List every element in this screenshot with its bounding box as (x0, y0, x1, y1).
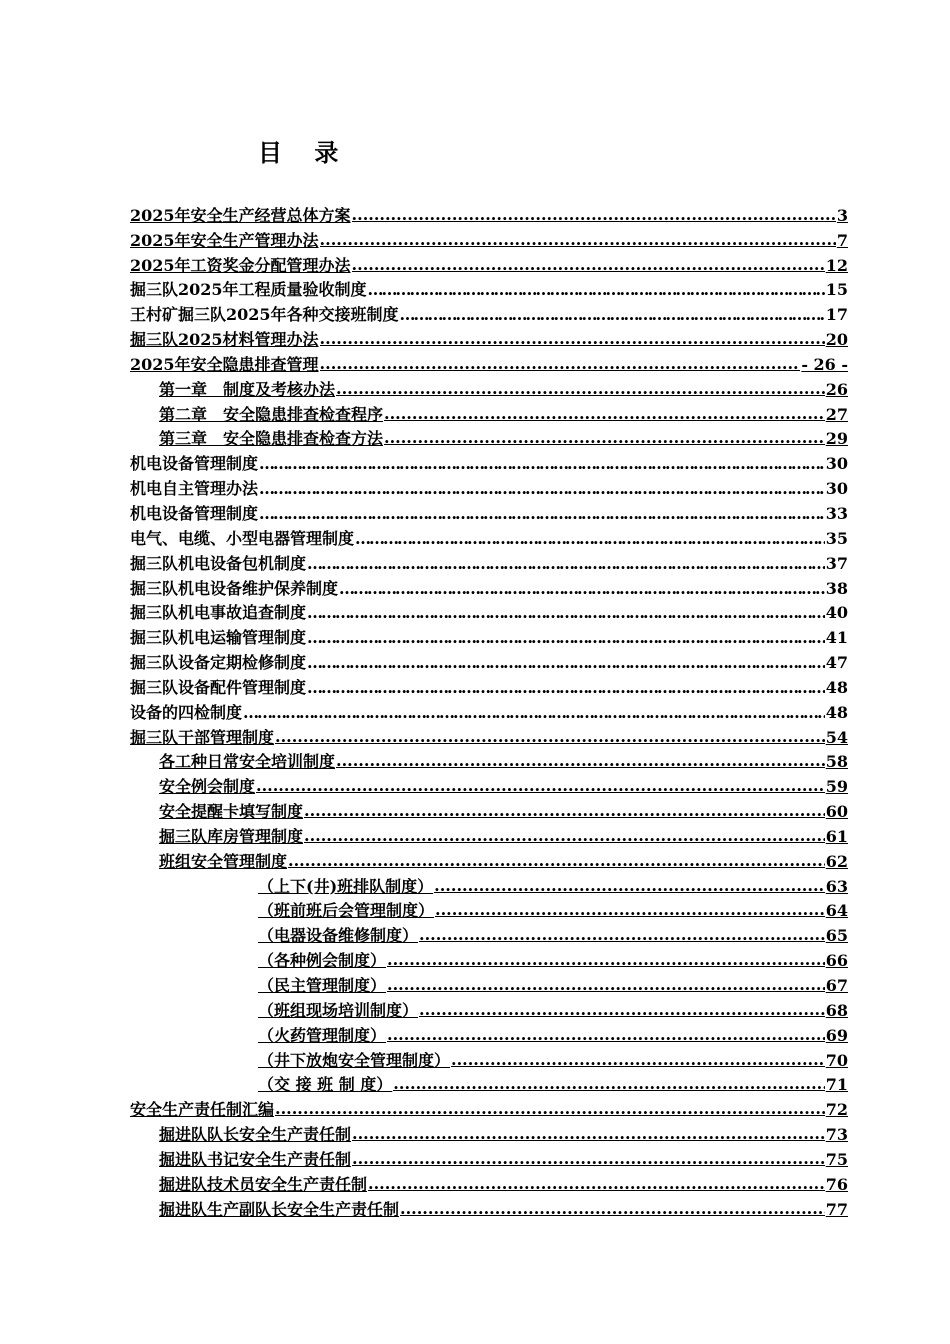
toc-leader-dots (368, 281, 825, 299)
toc-entry[interactable] (130, 250, 848, 275)
toc-leader-dots (352, 256, 825, 272)
toc-entry[interactable] (130, 722, 848, 747)
toc-entry-page: 40 (825, 603, 848, 623)
toc-entry-title: 安全生产责任制汇编 (130, 1100, 275, 1120)
toc-entry-title: 班组安全管理制度 (159, 851, 288, 871)
toc-entry[interactable] (130, 1045, 848, 1070)
table-of-contents (130, 200, 848, 1219)
toc-leader-dots (384, 429, 825, 445)
toc-entry-page: 54 (825, 727, 848, 747)
toc-entry-title: （民主管理制度） (258, 976, 387, 995)
toc-entry (130, 598, 848, 623)
toc-entry-title: 王村矿掘三队2025年各种交接班制度 (130, 305, 399, 325)
toc-entry-page: 35 (825, 528, 848, 548)
toc-entry-title: 2025年安全隐患排查管理 (130, 354, 319, 374)
toc-entry-page: 63 (825, 876, 848, 896)
toc-entry-page: 58 (825, 752, 848, 772)
toc-leader-dots (307, 679, 825, 697)
toc-entry-page: 64 (825, 901, 848, 921)
toc-entry[interactable] (130, 821, 848, 846)
toc-leader-dots (259, 505, 825, 523)
toc-entry[interactable] (130, 747, 848, 772)
toc-entry-page: 69 (825, 1025, 848, 1045)
toc-leader-dots (387, 951, 825, 967)
toc-leader-dots (451, 1051, 825, 1067)
toc-entry[interactable] (130, 349, 848, 374)
toc-entry-title: （火药管理制度） (258, 1025, 387, 1045)
toc-entry-page: 33 (825, 503, 848, 523)
toc-entry-title: （电器设备维修制度） (258, 926, 419, 946)
toc-entry (130, 672, 848, 697)
toc-entry-page: 41 (825, 628, 848, 648)
page-title: 目 录 (258, 139, 351, 167)
toc-leader-dots (435, 901, 825, 917)
toc-entry[interactable] (130, 1119, 848, 1144)
toc-entry[interactable] (130, 796, 848, 821)
toc-entry (130, 573, 848, 598)
toc-leader-dots (243, 704, 825, 722)
toc-leader-dots (336, 380, 825, 396)
toc-entry-page: 70 (825, 1050, 848, 1070)
toc-entry-page: 29 (825, 429, 848, 449)
toc-entry (130, 299, 848, 324)
toc-entry-title: （上下(井)班排队制度） (258, 876, 434, 896)
toc-entry-title: 掘三队设备定期检修制度 (130, 653, 307, 673)
toc-entry[interactable] (130, 970, 848, 995)
toc-entry (130, 473, 848, 498)
toc-entry-page: 59 (825, 777, 848, 797)
toc-entry (130, 622, 848, 647)
toc-leader-dots (275, 1100, 825, 1116)
toc-entry-page: 3 (836, 205, 848, 225)
toc-entry[interactable] (130, 896, 848, 921)
toc-leader-dots (368, 1175, 825, 1191)
toc-entry-page: 37 (825, 553, 848, 573)
toc-entry (130, 275, 848, 300)
toc-entry-page: 7 (836, 230, 848, 250)
toc-entry-title: 第二章 安全隐患排查检查程序 (159, 404, 384, 424)
toc-leader-dots (400, 306, 825, 324)
toc-entry[interactable] (130, 200, 848, 225)
toc-entry[interactable] (130, 995, 848, 1020)
toc-entry-title: 2025年安全生产经营总体方案 (130, 205, 351, 225)
toc-leader-dots (307, 604, 825, 622)
toc-entry-title: 掘进队技术员安全生产责任制 (159, 1174, 368, 1194)
toc-entry-page: 76 (825, 1174, 848, 1194)
toc-leader-dots (304, 802, 825, 818)
toc-entry-title: 电气、电缆、小型电器管理制度 (130, 528, 355, 548)
toc-entry-page: 12 (825, 255, 848, 275)
toc-leader-dots (355, 530, 825, 548)
toc-entry[interactable] (130, 424, 848, 449)
toc-leader-dots (387, 1026, 825, 1042)
toc-leader-dots (352, 1150, 825, 1166)
toc-entry-title: 掘三队设备配件管理制度 (130, 677, 307, 697)
toc-entry-title: 机电自主管理办法 (130, 479, 259, 499)
toc-entry-page: 67 (825, 976, 848, 995)
toc-entry-page: 30 (825, 454, 848, 474)
toc-leader-dots (400, 1200, 825, 1216)
toc-entry-page: 77 (825, 1199, 848, 1219)
toc-entry[interactable] (130, 399, 848, 424)
toc-entry-title: 第一章 制度及考核办法 (159, 379, 336, 399)
toc-leader-dots (339, 580, 825, 598)
toc-entry-page: 17 (825, 305, 848, 325)
toc-leader-dots (419, 1001, 825, 1017)
toc-leader-dots (384, 405, 825, 421)
toc-entry (130, 647, 848, 672)
toc-entry-page: 26 (825, 379, 848, 399)
toc-entry (130, 523, 848, 548)
toc-entry-title: 机电设备管理制度 (130, 503, 259, 523)
toc-entry-title: 掘三队2025年工程质量验收制度 (130, 280, 367, 300)
toc-entry[interactable] (130, 324, 848, 349)
toc-entry[interactable] (130, 374, 848, 399)
toc-entry-title: 掘三队机电事故追查制度 (130, 603, 307, 623)
toc-entry-title: 机电设备管理制度 (130, 454, 259, 474)
toc-entry-title: 2025年安全生产管理办法 (130, 230, 319, 250)
toc-leader-dots (307, 555, 825, 573)
toc-entry-page: 68 (825, 1000, 848, 1020)
toc-leader-dots (256, 777, 825, 793)
toc-leader-dots (336, 752, 825, 768)
toc-entry-title: 安全提醒卡填写制度 (159, 802, 304, 822)
toc-entry-title: 掘进队队长安全生产责任制 (159, 1125, 352, 1145)
toc-entry[interactable] (130, 945, 848, 970)
toc-leader-dots (320, 231, 836, 247)
toc-entry-title: （交 接 班 制 度） (258, 1075, 393, 1095)
toc-entry (130, 498, 848, 523)
toc-entry-title: 2025年工资奖金分配管理办法 (130, 255, 351, 275)
toc-entry[interactable] (130, 771, 848, 796)
toc-entry (130, 697, 848, 722)
toc-entry-page: 27 (825, 404, 848, 424)
toc-entry-title: （班前班后会管理制度） (258, 901, 435, 921)
toc-entry-page: 60 (825, 802, 848, 822)
toc-entry[interactable] (130, 871, 848, 896)
toc-leader-dots (352, 1125, 825, 1141)
toc-entry (130, 448, 848, 473)
toc-leader-dots (259, 480, 825, 498)
toc-entry[interactable] (130, 1094, 848, 1119)
toc-entry-page: 71 (825, 1075, 848, 1095)
toc-entry[interactable] (130, 1070, 848, 1095)
toc-leader-dots (275, 728, 825, 744)
toc-entry[interactable] (130, 1020, 848, 1045)
toc-entry-page: 72 (825, 1100, 848, 1120)
toc-entry-title: 掘三队机电运输管理制度 (130, 628, 307, 648)
toc-entry-title: （井下放炮安全管理制度） (258, 1050, 451, 1070)
toc-entry-page: 65 (825, 926, 848, 946)
toc-entry-title: 掘三队2025材料管理办法 (130, 330, 319, 350)
toc-leader-dots (304, 827, 825, 843)
toc-entry-page: 15 (825, 280, 848, 300)
toc-entry-page: 61 (825, 826, 848, 846)
toc-entry-title: 掘三队干部管理制度 (130, 727, 275, 747)
toc-entry-title: 掘三队机电设备维护保养制度 (130, 578, 339, 598)
toc-entry-title: （班组现场培训制度） (258, 1000, 419, 1020)
toc-entry (130, 548, 848, 573)
toc-entry[interactable] (130, 225, 848, 250)
toc-entry-page: 20 (825, 330, 848, 350)
toc-entry-page: 47 (825, 653, 848, 673)
toc-entry[interactable] (130, 1194, 848, 1219)
toc-entry-page: 66 (825, 951, 848, 971)
toc-entry-title: 安全例会制度 (159, 777, 256, 797)
toc-entry-title: 掘进队生产副队长安全生产责任制 (159, 1199, 400, 1219)
toc-leader-dots (307, 654, 825, 672)
toc-entry-title: 掘三队机电设备包机制度 (130, 553, 307, 573)
toc-leader-dots (320, 355, 801, 371)
toc-leader-dots (387, 976, 825, 992)
toc-entry-page: - 26 - (801, 354, 848, 374)
toc-entry[interactable] (130, 1144, 848, 1169)
toc-leader-dots (419, 926, 825, 942)
toc-entry-page: 62 (825, 851, 848, 871)
toc-leader-dots (307, 629, 825, 647)
toc-entry-page: 30 (825, 479, 848, 499)
toc-entry-title: 各工种日常安全培训制度 (159, 752, 336, 772)
toc-entry-title: 第三章 安全隐患排查检查方法 (159, 429, 384, 449)
toc-leader-dots (288, 852, 825, 868)
toc-entry[interactable] (130, 1169, 848, 1194)
toc-entry-title: 设备的四检制度 (130, 702, 243, 722)
toc-leader-dots (352, 206, 836, 222)
toc-leader-dots (434, 877, 825, 893)
toc-entry-title: （各种例会制度） (258, 951, 387, 971)
toc-leader-dots (320, 330, 825, 346)
toc-entry-page: 48 (825, 702, 848, 722)
toc-entry-page: 75 (825, 1149, 848, 1169)
toc-entry[interactable] (130, 920, 848, 945)
toc-entry-page: 48 (825, 677, 848, 697)
toc-entry-title: 掘进队书记安全生产责任制 (159, 1149, 352, 1169)
toc-entry-title: 掘三队库房管理制度 (159, 826, 304, 846)
toc-entry[interactable] (130, 846, 848, 871)
toc-leader-dots (393, 1075, 824, 1091)
toc-entry-page: 38 (825, 578, 848, 598)
toc-entry-page: 73 (825, 1125, 848, 1145)
toc-leader-dots (259, 455, 825, 473)
